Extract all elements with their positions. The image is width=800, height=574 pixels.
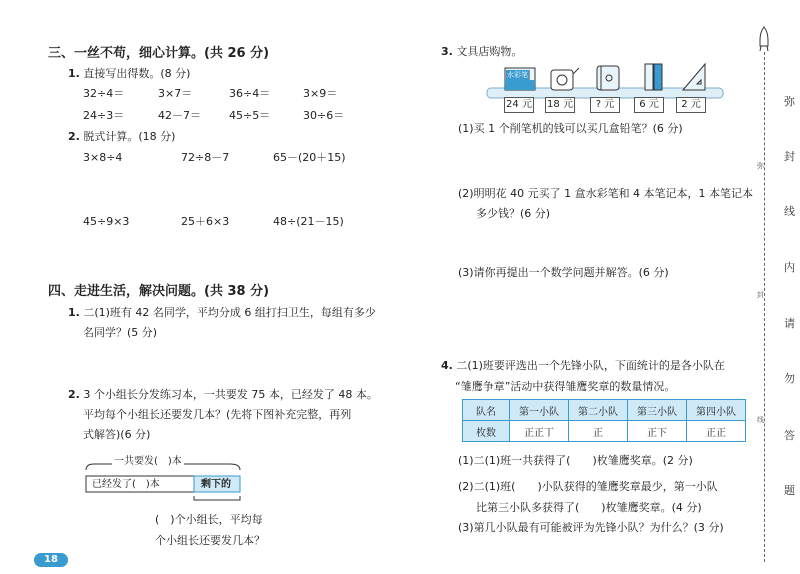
sidebar-small-2: 封 — [757, 291, 764, 299]
diagram-sent-label: 已经发了( )本 — [92, 479, 160, 490]
table-cell: 正下 — [628, 421, 687, 442]
p1-line1: 二(1)班有 42 名同学，平均分成 6 组打扫卫生，每组有多少 — [83, 306, 376, 319]
q1-r0c2: 36÷4＝ — [229, 87, 271, 100]
p2-line3: 式解答)(6 分) — [83, 428, 151, 441]
q3-title: 文具店购物。 — [456, 45, 523, 58]
q1-r1c0: 24÷3＝ — [83, 109, 125, 122]
pencil-sharpener-icon — [551, 68, 579, 90]
p2-number: 2. — [68, 388, 80, 401]
q4-number: 4. — [441, 359, 453, 372]
q1-heading — [68, 67, 190, 81]
sidebar-small-3: 线 — [757, 416, 764, 424]
q3-part3: (3)请你再提出一个数学问题并解答。(6 分) — [458, 266, 669, 279]
q2-text: 脱式计算。(18 分) — [83, 130, 176, 143]
sidebar-char-6: 勿 — [784, 372, 795, 385]
sidebar-small-1: 弥 — [757, 162, 764, 170]
sidebar-char-5: 请 — [784, 317, 795, 330]
q4-part1: (1)二(1)班一共获得了( )枚雏鹰奖章。(2 分) — [458, 454, 693, 467]
table-header-row — [463, 400, 746, 421]
section3-title: 三、一丝不苟，细心计算。(共 26 分) — [48, 46, 270, 61]
q2-r0c1: 72÷8－7 — [181, 151, 230, 164]
q1-r1c2: 45÷5＝ — [229, 109, 271, 122]
q1-r1c3: 30÷6＝ — [303, 109, 345, 122]
q1-r0c0: 32÷4＝ — [83, 87, 125, 100]
table-header-cell: 第二小队 — [569, 400, 628, 421]
pencil-box-icon — [645, 64, 662, 90]
q2-number: 2. — [68, 130, 80, 143]
table-header-cell: 第一小队 — [510, 400, 569, 421]
p1-number: 1. — [68, 306, 80, 319]
q4-part2-line2: 比第三小队多获得了( )枚雏鹰奖章。(4 分) — [476, 501, 702, 514]
sidebar-char-4: 内 — [784, 261, 795, 274]
triangle-ruler-icon — [683, 64, 705, 90]
diagram-below-line2: 个小组长还要发几本？ — [155, 534, 265, 547]
q3-part2 — [458, 184, 753, 224]
problem1 — [68, 303, 376, 343]
q3-heading — [441, 45, 522, 59]
q2-r1c1: 25＋6×3 — [181, 215, 230, 228]
sidebar-char-1: 弥 — [784, 95, 795, 108]
q2-r0c0: 3×8÷4 — [83, 151, 123, 164]
price-tag-5: 2 元 — [676, 97, 706, 113]
page-number: 18 — [34, 553, 68, 567]
table-header-cell: 第三小队 — [628, 400, 687, 421]
sidebar-char-2: 封 — [784, 150, 795, 163]
price-tag-1: 24 元 — [504, 97, 534, 113]
q4-part2-line1: (2)二(1)班( )小队获得的雏鹰奖章最少，第一小队 — [458, 480, 718, 493]
q4-part3: (3)第几小队最有可能被评为先锋小队？为什么？(3 分) — [458, 521, 724, 534]
q4-line1: 二(1)班要评选出一个先锋小队，下面统计的是各小队在 — [456, 359, 725, 372]
q1-r0c1: 3×7＝ — [158, 87, 193, 100]
q4-heading — [441, 355, 725, 397]
table-row — [463, 421, 746, 442]
q2-r1c0: 45÷9×3 — [83, 215, 130, 228]
problem2 — [68, 385, 378, 445]
price-tag-3: ? 元 — [590, 97, 620, 113]
q1-number: 1. — [68, 67, 80, 80]
medal-table — [462, 399, 746, 442]
sidebar-char-3: 线 — [784, 205, 795, 218]
q4-part2 — [458, 476, 718, 518]
table-cell: 正正丅 — [510, 421, 569, 442]
table-cell: 枚数 — [463, 421, 510, 442]
price-tag-2: 18 元 — [545, 97, 575, 113]
sidebar-char-7: 答 — [784, 429, 795, 442]
table-header-cell: 队名 — [463, 400, 510, 421]
rocket-icon — [758, 26, 770, 52]
q2-r0c2: 65－(20＋15) — [273, 151, 346, 164]
q2-r1c2: 48÷(21－15) — [273, 215, 344, 228]
p2-line2: 平均每个小组长还要发几本？(先将下图补充完整，再列 — [83, 408, 352, 421]
diagram-remaining-label: 剩下的 — [201, 479, 231, 490]
section4-title: 四、走进生活，解决问题。(共 38 分) — [48, 284, 270, 299]
q2-heading — [68, 130, 175, 144]
q3-part2-line2: 多少钱？(6 分) — [476, 207, 551, 220]
notebook-icon — [597, 66, 619, 90]
q3-part1: (1)买 1 个削笔机的钱可以买几盒铅笔？(6 分) — [458, 122, 683, 135]
table-cell: 正 — [569, 421, 628, 442]
q1-r0c3: 3×9＝ — [303, 87, 338, 100]
table-cell: 正正 — [687, 421, 746, 442]
q4-line2: “雏鹰争章”活动中获得雏鹰奖章的数量情况。 — [455, 380, 676, 393]
q1-r1c1: 42－7＝ — [158, 109, 201, 122]
p1-line2: 名同学？(5 分) — [83, 326, 158, 339]
table-header-cell: 第四小队 — [687, 400, 746, 421]
sidebar-char-8: 题 — [784, 484, 795, 497]
q1-text: 直接写出得数。(8 分) — [83, 67, 191, 80]
p2-line1: 3 个小组长分发练习本，一共要发 75 本，已经发了 48 本。 — [83, 388, 378, 401]
diagram-below-line1: ( )个小组长，平均每 — [155, 513, 263, 526]
q3-part2-line1: (2)明明花 40 元买了 1 盒水彩笔和 4 本笔记本，1 本笔记本 — [458, 187, 754, 200]
watercolor-label: 水彩笔 — [507, 71, 528, 79]
price-tag-4: 6 元 — [634, 97, 664, 113]
q3-number: 3. — [441, 45, 453, 58]
diagram-total-label: 一共要发( )本 — [114, 456, 182, 467]
binding-line — [764, 52, 765, 562]
